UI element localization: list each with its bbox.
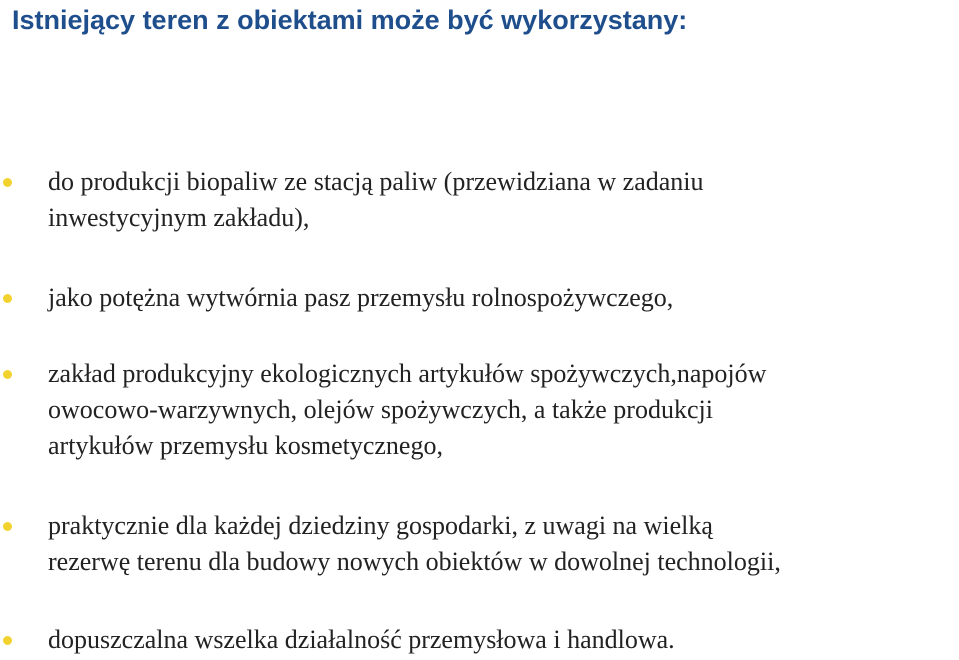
bullet-text: jako potężna wytwórnia pasz przemysłu rolnospożywczego, [48,283,674,312]
bullet-text: dopuszczalna wszelka działalność przemysłowa i handlowa. [48,625,675,654]
bullet-dot-icon [3,294,12,303]
bullet-text: zakład produkcyjny ekologicznych artykułów spożywczych,napojów owocowo-warzywnych, olejów spożywczych, a także produkcji artykułów przemysłu kosmetycznego, [48,359,767,460]
bullet-text: praktycznie dla każdej dziedziny gospodarki, z uwagi na wielką rezerwę terenu dla budowy nowych obiektów w dowolnej technologii, [48,511,781,576]
bullet-dot-icon [3,522,12,531]
bullet-dot-icon [3,178,12,187]
bullet-dot-icon [3,370,12,379]
bullet-text: do produkcji biopaliw ze stacją paliw (przewidziana w zadaniu inwestycyjnym zakładu), [48,167,704,232]
bullet-dot-icon [3,636,12,645]
slide-title: Istniejący teren z obiektami może być wykorzystany: [12,5,688,35]
